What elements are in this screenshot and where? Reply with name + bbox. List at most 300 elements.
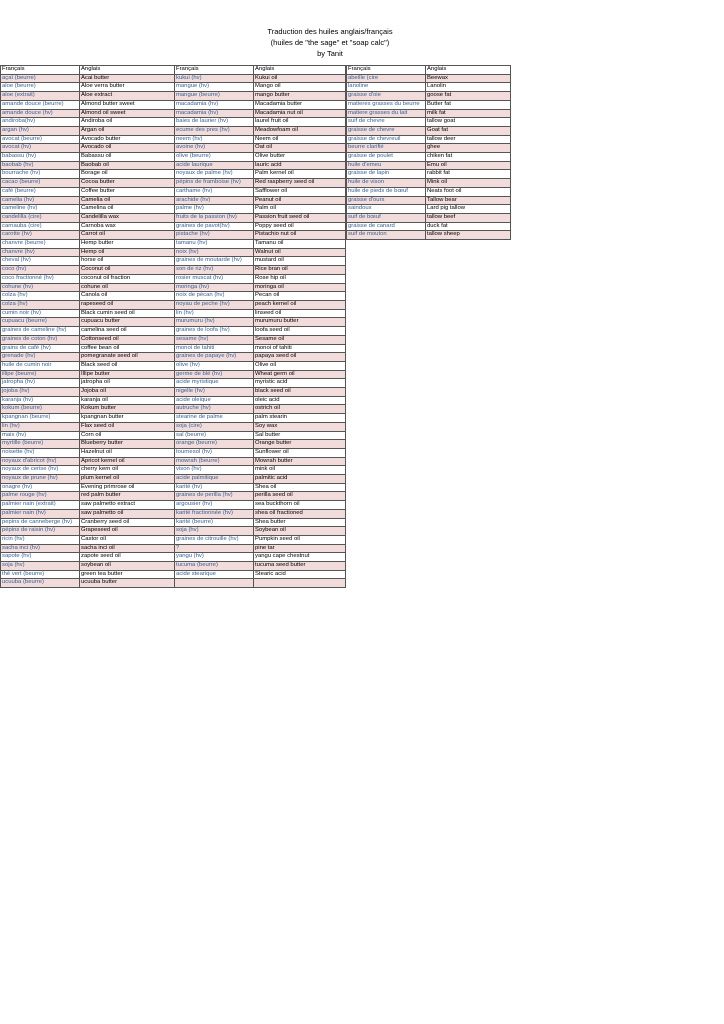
english-name-cell: tucuma seed butter [254, 562, 346, 571]
french-name-cell: saindoux [347, 205, 426, 214]
french-name-cell: acide oleique [175, 396, 254, 405]
french-name-cell: bourrache (hv) [1, 170, 80, 179]
column-header: Anglais [80, 66, 175, 75]
english-name-cell: Oat oil [254, 144, 346, 153]
english-name-cell: Avocado butter [80, 135, 175, 144]
english-name-cell: murumuru butter [254, 318, 346, 327]
french-name-cell: graisse de lapin [347, 170, 426, 179]
english-name-cell: red palm butter [80, 492, 175, 501]
header-row [1, 66, 346, 75]
english-name-cell: Palm kernel oil [254, 170, 346, 179]
table-row [1, 570, 346, 579]
english-name-cell: sea buckthorn oil [254, 501, 346, 510]
french-name-cell: acide palmitique [175, 475, 254, 484]
french-name-cell: sapote (hv) [1, 553, 80, 562]
table-row [1, 222, 346, 231]
table-row [347, 231, 511, 240]
english-name-cell: Beewax [426, 74, 511, 83]
table-row [1, 205, 346, 214]
english-name-cell: Passion fruit seed oil [254, 213, 346, 222]
french-name-cell: aloe (beurre) [1, 83, 80, 92]
english-name-cell: Kukui oil [254, 74, 346, 83]
table-row [1, 126, 346, 135]
english-name-cell: Pecan oil [254, 292, 346, 301]
table-row [1, 475, 346, 484]
english-name-cell: mango butter [254, 92, 346, 101]
french-name-cell: kokum (beurre) [1, 405, 80, 414]
table-row [347, 187, 511, 196]
table-row [1, 309, 346, 318]
french-name-cell: graines de cameline (hv) [1, 327, 80, 336]
french-name-cell: noisette (hv) [1, 448, 80, 457]
english-name-cell: Soybean oil [254, 527, 346, 536]
french-name-cell: camelia (hv) [1, 196, 80, 205]
french-name-cell: cheval (hv) [1, 257, 80, 266]
column-header: Anglais [254, 66, 346, 75]
french-name-cell: cameline (hv) [1, 205, 80, 214]
french-name-cell: huile de vison [347, 179, 426, 188]
table-row [1, 153, 346, 162]
english-name-cell: monoi of tahiti [254, 344, 346, 353]
french-name-cell: beurre clarifié [347, 144, 426, 153]
table-row [1, 274, 346, 283]
french-name-cell: lin (hv) [175, 309, 254, 318]
table-row [1, 257, 346, 266]
english-name-cell: Kokum butter [80, 405, 175, 414]
french-name-cell: sal (beurre) [175, 431, 254, 440]
french-name-cell: monoi de tahiti [175, 344, 254, 353]
english-name-cell: milk fat [426, 109, 511, 118]
french-name-cell: olive (beurre) [175, 153, 254, 162]
english-name-cell: saw palmetto extract [80, 501, 175, 510]
french-name-cell: sesame (hv) [175, 335, 254, 344]
english-name-cell: tallow goat [426, 118, 511, 127]
french-name-cell: kpangnan (beurre) [1, 414, 80, 423]
french-name-cell: thé vert (beurre) [1, 570, 80, 579]
english-name-cell: Babassu oil [80, 153, 175, 162]
english-name-cell: Emu oil [426, 161, 511, 170]
french-name-cell: mangue (hv) [175, 83, 254, 92]
english-name-cell: cohune oil [80, 283, 175, 292]
english-name-cell: ostrich oil [254, 405, 346, 414]
english-name-cell: zapote seed oil [80, 553, 175, 562]
english-name-cell: Walnut oil [254, 248, 346, 257]
english-name-cell: ghee [426, 144, 511, 153]
english-name-cell: Almond butter sweet [80, 100, 175, 109]
french-name-cell: graines de papaye (hv) [175, 353, 254, 362]
table-row [1, 292, 346, 301]
french-name-cell: café (beurre) [1, 187, 80, 196]
english-name-cell: tallow deer [426, 135, 511, 144]
french-name-cell: ucuuba (beurre) [1, 579, 80, 588]
table-row [1, 240, 346, 249]
title-line-2: (huiles de "the sage" et "soap calc") [270, 38, 390, 47]
table-row [1, 396, 346, 405]
french-name-cell: graines de pavot(hv) [175, 222, 254, 231]
french-name-cell: palme (hv) [175, 205, 254, 214]
table-row [1, 370, 346, 379]
table-row [1, 388, 346, 397]
table-row [1, 422, 346, 431]
oil-translation-table [0, 65, 346, 588]
french-name-cell: soja (cire) [175, 422, 254, 431]
english-name-cell: Andiroba oil [80, 118, 175, 127]
table-row [1, 109, 346, 118]
english-name-cell: oleic acid [254, 396, 346, 405]
french-name-cell: carotte (hv) [1, 231, 80, 240]
french-name-cell: acide stearique [175, 570, 254, 579]
table-row [1, 361, 346, 370]
french-name-cell: noyau de peche (hv) [175, 300, 254, 309]
french-name-cell: palme rouge (hv) [1, 492, 80, 501]
english-name-cell: kpangnan butter [80, 414, 175, 423]
french-name-cell: murumuru (hv) [175, 318, 254, 327]
english-name-cell: tallow sheep [426, 231, 511, 240]
french-name-cell: abeille (cire [347, 74, 426, 83]
french-name-cell: soja (hv) [175, 527, 254, 536]
french-name-cell: avocat (beurre) [1, 135, 80, 144]
french-name-cell: tamanu (hv) [175, 240, 254, 249]
header-row [347, 66, 511, 75]
table-row [1, 83, 346, 92]
french-name-cell: huile de pieds de bœuf [347, 187, 426, 196]
french-name-cell: huile d'emeu [347, 161, 426, 170]
english-name-cell: pine tar [254, 544, 346, 553]
english-name-cell: Neats foot oil [426, 187, 511, 196]
french-name-cell: noix (hv) [175, 248, 254, 257]
english-name-cell: Coffee butter [80, 187, 175, 196]
english-name-cell: palmitic acid [254, 475, 346, 484]
french-name-cell: graines de moutarde (hv) [175, 257, 254, 266]
french-name-cell: karanja (hv) [1, 396, 80, 405]
french-name-cell: graines de perilla (hv) [175, 492, 254, 501]
english-name-cell: Hazelnut oil [80, 448, 175, 457]
english-name-cell: Sesame oil [254, 335, 346, 344]
english-name-cell: Peanut oil [254, 196, 346, 205]
english-name-cell: Sal butter [254, 431, 346, 440]
english-name-cell: myristic acid [254, 379, 346, 388]
english-name-cell: Mink oil [426, 179, 511, 188]
english-name-cell: Poppy seed oil [254, 222, 346, 231]
french-name-cell: ecume des pres (hv) [175, 126, 254, 135]
english-name-cell [254, 579, 346, 588]
english-name-cell: Camelina oil [80, 205, 175, 214]
table-row [1, 187, 346, 196]
french-name-cell: avoine (hv) [175, 144, 254, 153]
english-name-cell: sacha inci oil [80, 544, 175, 553]
english-name-cell: Borage oil [80, 170, 175, 179]
table-row [1, 353, 346, 362]
table-row [347, 135, 511, 144]
title-line-1: Traduction des huiles anglais/français [267, 27, 393, 36]
table-row [347, 153, 511, 162]
english-name-cell: saw palmetto oil [80, 509, 175, 518]
english-name-cell: papaya seed oil [254, 353, 346, 362]
french-name-cell: mangue (beurre) [175, 92, 254, 101]
table-row [1, 431, 346, 440]
french-name-cell: noyaux de prune (hv) [1, 475, 80, 484]
english-name-cell: green tea butter [80, 570, 175, 579]
english-name-cell: Aloe extract [80, 92, 175, 101]
english-name-cell: Almond oil sweet [80, 109, 175, 118]
french-name-cell: açaï (beurre) [1, 74, 80, 83]
french-name-cell: olive (hv) [175, 361, 254, 370]
table-row [1, 527, 346, 536]
english-name-cell: Tallow bear [426, 196, 511, 205]
english-name-cell: Mango oil [254, 83, 346, 92]
english-name-cell: Red raspberry seed oil [254, 179, 346, 188]
english-name-cell: Baobab oil [80, 161, 175, 170]
english-name-cell: Carnoba wax [80, 222, 175, 231]
english-name-cell: Cranberry seed oil [80, 518, 175, 527]
table-row [1, 492, 346, 501]
table-row [1, 379, 346, 388]
french-name-cell: palmier nain (extrait) [1, 501, 80, 510]
column-header: Anglais [426, 66, 511, 75]
english-name-cell: Safflower oil [254, 187, 346, 196]
table-row [1, 179, 346, 188]
french-name-cell: graines de coton (hv) [1, 335, 80, 344]
english-name-cell: Macadamia butter [254, 100, 346, 109]
table-row [1, 405, 346, 414]
french-name-cell: pépins de raisin (hv) [1, 527, 80, 536]
french-name-cell: arachide (hv) [175, 196, 254, 205]
column-header: Français [1, 66, 80, 75]
french-name-cell: coco (hv) [1, 266, 80, 275]
french-name-cell: soja (hv) [1, 562, 80, 571]
english-name-cell: camelina seed oil [80, 327, 175, 336]
english-name-cell: Acai butter [80, 74, 175, 83]
english-name-cell: Macadamia nut oil [254, 109, 346, 118]
french-name-cell: amande douce (beurre) [1, 100, 80, 109]
table-row [347, 118, 511, 127]
english-name-cell: duck fat [426, 222, 511, 231]
table-row [1, 100, 346, 109]
table-row [1, 213, 346, 222]
english-name-cell: Stearic acid [254, 570, 346, 579]
french-name-cell: vison (hv) [175, 466, 254, 475]
english-name-cell: Lard pig tallow [426, 205, 511, 214]
english-name-cell: Neem oil [254, 135, 346, 144]
english-name-cell: Shea oil [254, 483, 346, 492]
english-name-cell: Canola oil [80, 292, 175, 301]
english-name-cell: mustard oil [254, 257, 346, 266]
table-row [1, 135, 346, 144]
english-name-cell: Camelia oil [80, 196, 175, 205]
french-name-cell: lin (hv) [1, 422, 80, 431]
english-name-cell: Palm oil [254, 205, 346, 214]
english-name-cell: lauric acid [254, 161, 346, 170]
french-name-cell: karité fractionnée (hv) [175, 509, 254, 518]
table-row [347, 222, 511, 231]
english-name-cell: Olive butter [254, 153, 346, 162]
french-name-cell: grenade (hv) [1, 353, 80, 362]
english-name-cell: karanja oil [80, 396, 175, 405]
english-name-cell: Aloe verra butter [80, 83, 175, 92]
french-name-cell: amande douce (hv) [1, 109, 80, 118]
column-header: Français [175, 66, 254, 75]
table-row [1, 92, 346, 101]
english-name-cell: Tamanu oil [254, 240, 346, 249]
french-name-cell: ? [175, 544, 254, 553]
english-name-cell: coconut oil fraction [80, 274, 175, 283]
english-name-cell: jatropha oil [80, 379, 175, 388]
french-name-cell: graisse de canard [347, 222, 426, 231]
english-name-cell: Pumpkin seed oil [254, 535, 346, 544]
table-row [347, 205, 511, 214]
table-row [1, 501, 346, 510]
table-row [1, 440, 346, 449]
table-row [1, 344, 346, 353]
english-name-cell: rapeseed oil [80, 300, 175, 309]
french-name-cell: karité (hv) [175, 483, 254, 492]
table-row [1, 466, 346, 475]
french-name-cell: chanvre (beurre) [1, 240, 80, 249]
english-name-cell: Argan oil [80, 126, 175, 135]
french-name-cell: pepins de canneberge (hv) [1, 518, 80, 527]
french-name-cell: yangu (hv) [175, 553, 254, 562]
table-row [347, 179, 511, 188]
english-name-cell: Hemp oil [80, 248, 175, 257]
french-name-cell: autruche (hv) [175, 405, 254, 414]
english-name-cell: Butter fat [426, 100, 511, 109]
french-name-cell: chanvre (hv) [1, 248, 80, 257]
french-name-cell: suif de chevre [347, 118, 426, 127]
french-name-cell: andiroba(hv) [1, 118, 80, 127]
english-name-cell: horse oil [80, 257, 175, 266]
english-name-cell: yangu cape chestnut [254, 553, 346, 562]
table-row [347, 100, 511, 109]
english-name-cell: Lanolin [426, 83, 511, 92]
french-name-cell: acide myristique [175, 379, 254, 388]
table-row [1, 553, 346, 562]
english-name-cell: peach kernel oil [254, 300, 346, 309]
french-name-cell: tucuma (beurre) [175, 562, 254, 571]
french-name-cell: carnauba (cire) [1, 222, 80, 231]
page-title [190, 26, 470, 59]
table-row [347, 126, 511, 135]
table-row [347, 92, 511, 101]
english-name-cell: Castor oil [80, 535, 175, 544]
table-row [347, 213, 511, 222]
french-name-cell: candelilla (cire) [1, 213, 80, 222]
table-row [1, 318, 346, 327]
english-name-cell: Hemp butter [80, 240, 175, 249]
french-name-cell: cumin noir (hv) [1, 309, 80, 318]
table-row [1, 300, 346, 309]
table-row [1, 231, 346, 240]
french-name-cell: noyaux d'abricot (hv) [1, 457, 80, 466]
english-name-cell: pomegranate seed oil [80, 353, 175, 362]
french-name-cell: ricin (hv) [1, 535, 80, 544]
french-name-cell: graisse de chevre [347, 126, 426, 135]
french-name-cell: palmier nain (hv) [1, 509, 80, 518]
english-name-cell: Candelilla wax [80, 213, 175, 222]
english-name-cell: Orange butter [254, 440, 346, 449]
english-name-cell: Black cumin seed oil [80, 309, 175, 318]
french-name-cell: rosier muscat (hv) [175, 274, 254, 283]
table-row [1, 335, 346, 344]
french-name-cell: argousier (hv) [175, 501, 254, 510]
english-name-cell: Jojoba oil [80, 388, 175, 397]
french-name-cell: noyaux de cerise (hv) [1, 466, 80, 475]
french-name-cell: onagre (hv) [1, 483, 80, 492]
french-name-cell: karité (beurre) [175, 518, 254, 527]
french-name-cell: son de riz (hv) [175, 266, 254, 275]
english-name-cell: Shea butter [254, 518, 346, 527]
english-name-cell: Evening primrose oil [80, 483, 175, 492]
table-row [1, 327, 346, 336]
english-name-cell: Sunflower oil [254, 448, 346, 457]
english-name-cell: cherry kern oil [80, 466, 175, 475]
french-name-cell [175, 579, 254, 588]
french-name-cell: grains de café (hv) [1, 344, 80, 353]
table-row [1, 170, 346, 179]
english-name-cell: moringa oil [254, 283, 346, 292]
french-name-cell: jatropha (hv) [1, 379, 80, 388]
french-name-cell: graisse d'oie [347, 92, 426, 101]
french-name-cell: suif de mouton [347, 231, 426, 240]
table-row [1, 562, 346, 571]
table-row [347, 196, 511, 205]
english-name-cell: Mowrah butter [254, 457, 346, 466]
french-name-cell: graisse d'ours [347, 196, 426, 205]
english-name-cell: Illipe butter [80, 370, 175, 379]
english-name-cell: Black seed oil [80, 361, 175, 370]
table-row [1, 457, 346, 466]
french-name-cell: moringa (hv) [175, 283, 254, 292]
english-name-cell: tallow beef [426, 213, 511, 222]
table-row [347, 170, 511, 179]
french-name-cell: nigelle (hv) [175, 388, 254, 397]
french-name-cell: germe de blé (hv) [175, 370, 254, 379]
french-name-cell: illipe (beurre) [1, 370, 80, 379]
french-name-cell: noix de pécan (hv) [175, 292, 254, 301]
english-name-cell: soybean oil [80, 562, 175, 571]
english-name-cell: Wheat germ oil [254, 370, 346, 379]
english-name-cell: Pistachio nut oil [254, 231, 346, 240]
french-name-cell: neem (hv) [175, 135, 254, 144]
french-name-cell: baobab (hv) [1, 161, 80, 170]
french-name-cell: cupuacu (beurre) [1, 318, 80, 327]
table-row [1, 161, 346, 170]
table-row [1, 518, 346, 527]
french-name-cell: matiere grasses du lait [347, 109, 426, 118]
english-name-cell: Corn oil [80, 431, 175, 440]
column-header: Français [347, 66, 426, 75]
french-name-cell: kukui (hv) [175, 74, 254, 83]
french-name-cell: babassu (hv) [1, 153, 80, 162]
french-name-cell: mais (hv) [1, 431, 80, 440]
table-row [347, 74, 511, 83]
table-row [1, 118, 346, 127]
french-name-cell: cohune (hv) [1, 283, 80, 292]
french-name-cell: argan (hv) [1, 126, 80, 135]
english-name-cell: Flax seed oil [80, 422, 175, 431]
french-name-cell: colza (hv) [1, 300, 80, 309]
english-name-cell: Goat fat [426, 126, 511, 135]
french-name-cell: cacao (beurre) [1, 179, 80, 188]
french-name-cell: myrtille (beurre) [1, 440, 80, 449]
english-name-cell: Meadowfoam oil [254, 126, 346, 135]
table-row [1, 509, 346, 518]
english-name-cell: Apricot kernel oil [80, 457, 175, 466]
english-name-cell: Coconut oil [80, 266, 175, 275]
french-name-cell: coco fractionné (hv) [1, 274, 80, 283]
table-row [1, 196, 346, 205]
table-row [1, 535, 346, 544]
english-name-cell: Cocoa butter [80, 179, 175, 188]
